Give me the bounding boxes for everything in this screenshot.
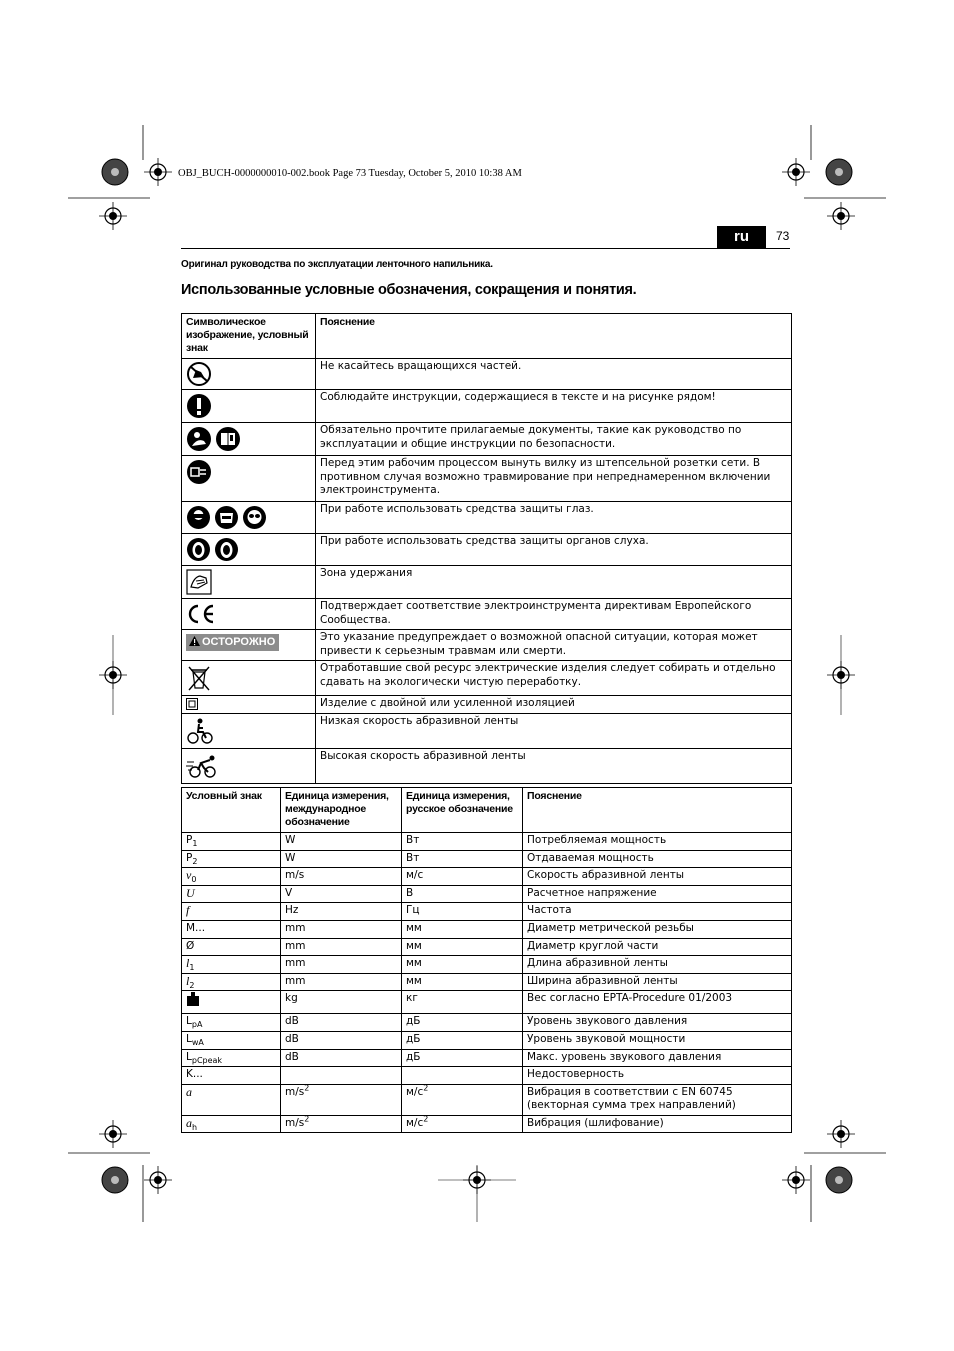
symbol-cell	[182, 661, 316, 696]
ru-unit-text: м/с	[406, 1085, 424, 1098]
explanation-cell: Диаметр круглой части	[523, 938, 792, 956]
symbol-cell	[182, 599, 316, 630]
slow-cyclist-icon	[186, 717, 214, 745]
symbol-cell	[182, 566, 316, 599]
symbol-cell	[182, 956, 281, 974]
ru-unit-text: м/с	[406, 869, 424, 882]
explanation-cell: Расчетное напряжение	[523, 885, 792, 903]
ru-unit-text: Гц	[406, 904, 420, 917]
ru-unit-text: кг	[406, 992, 418, 1005]
ru-unit-cell	[402, 1084, 523, 1115]
header-explanation: Пояснение	[523, 788, 792, 833]
eye-protection-icon	[186, 505, 211, 530]
table-row	[182, 1031, 792, 1049]
symbol-text: l	[186, 973, 190, 988]
explanation-cell: Изделие с двойной или усиленной изоляцией	[316, 696, 792, 714]
explanation-cell: Потребляемая мощность	[523, 833, 792, 851]
read-manual-icon	[186, 426, 212, 452]
symbol-cell	[182, 1084, 281, 1115]
ru-unit-cell	[402, 833, 523, 851]
intl-unit-cell	[281, 1049, 402, 1067]
symbol-text: v	[186, 868, 192, 883]
table-row	[182, 1115, 792, 1133]
print-header: OBJ_BUCH-0000000010-002.book Page 73 Tuesday, October 5, 2010 10:38 AM	[178, 168, 522, 179]
explanation-cell: Зона удержания	[316, 566, 792, 599]
ru-unit-text: мм	[406, 921, 422, 934]
symbol-subscript: 1	[189, 963, 195, 973]
ru-unit-text: В	[406, 886, 414, 899]
table-row	[182, 850, 792, 868]
ru-unit-text: мм	[406, 957, 422, 970]
manual-book-icon	[215, 426, 241, 452]
warning-badge	[186, 634, 279, 651]
explanation-cell: Ширина абразивной ленты	[523, 973, 792, 991]
intl-unit-text: dB	[285, 1050, 299, 1063]
explanation-cell: Отработавшие свой ресурс электрические изделия следует собирать и отдельно сдавать на экологически чистую переработку.	[316, 661, 792, 696]
language-badge: ru	[717, 226, 766, 248]
intl-unit-cell	[281, 956, 402, 974]
symbol-cell	[182, 534, 316, 566]
attention-icon	[186, 393, 212, 419]
warning-triangle-icon	[189, 636, 200, 646]
ear-muff-icon	[214, 537, 239, 562]
ru-unit-text: м/с	[406, 1116, 424, 1129]
explanation-cell: Длина абразивной ленты	[523, 956, 792, 974]
explanation-cell: Макс. уровень звукового давления	[523, 1049, 792, 1067]
symbol-cell	[182, 502, 316, 534]
intl-unit-text: W	[285, 851, 296, 864]
intl-unit-cell	[281, 850, 402, 868]
table-row	[182, 1084, 792, 1115]
double-insulation-icon	[186, 698, 198, 710]
ru-unit-cell	[402, 903, 523, 921]
intl-unit-cell	[281, 1067, 402, 1085]
symbol-subscript: wA	[191, 1038, 204, 1048]
intl-unit-text: mm	[285, 921, 306, 934]
ru-unit-cell	[402, 1014, 523, 1032]
ru-unit-cell	[402, 1067, 523, 1085]
symbol-text: L	[186, 1050, 192, 1063]
weight-icon	[186, 992, 200, 1006]
ear-protection-icon	[186, 537, 211, 562]
symbols-table-header	[182, 314, 792, 359]
explanation-cell: Диаметр метрической резьбы	[523, 920, 792, 938]
symbol-cell	[182, 1014, 281, 1032]
explanation-cell: При работе использовать средства защиты органов слуха.	[316, 534, 792, 566]
table-row	[182, 359, 792, 390]
symbol-text: a	[186, 1115, 192, 1130]
symbol-text: l	[186, 956, 190, 971]
explanation-cell: Соблюдайте инструкции, содержащиеся в тексте и на рисунке рядом!	[316, 390, 792, 423]
symbol-cell	[182, 749, 316, 784]
ru-unit-cell	[402, 850, 523, 868]
ru-unit-text: дБ	[406, 1032, 421, 1045]
table-row	[182, 714, 792, 749]
table-row	[182, 903, 792, 921]
goggles-icon	[242, 505, 267, 530]
intl-unit-text: m/s	[285, 869, 305, 882]
table-row	[182, 938, 792, 956]
intl-unit-cell	[281, 833, 402, 851]
symbol-cell	[182, 868, 281, 886]
weee-bin-icon	[186, 664, 212, 692]
ru-unit-text: мм	[406, 939, 422, 952]
intl-unit-cell	[281, 991, 402, 1014]
unit-superscript: 2	[304, 1114, 310, 1124]
table-row	[182, 1014, 792, 1032]
symbol-cell	[182, 423, 316, 456]
page-number: 73	[776, 229, 790, 243]
symbol-text: M...	[186, 921, 206, 934]
unplug-icon	[186, 459, 212, 485]
ru-unit-text: Вт	[406, 851, 420, 864]
explanation-cell: Обязательно прочтите прилагаемые документы, такие как руководство по эксплуатации и общие инструкции по безопасности.	[316, 423, 792, 456]
symbol-cell	[182, 991, 281, 1014]
intl-unit-text: mm	[285, 957, 306, 970]
explanation-cell: Высокая скорость абразивной ленты	[316, 749, 792, 784]
symbol-cell	[182, 696, 316, 714]
no-touch-rotating-icon	[186, 362, 212, 386]
ru-unit-cell	[402, 1031, 523, 1049]
table-row	[182, 534, 792, 566]
symbol-cell	[182, 973, 281, 991]
table-row	[182, 1049, 792, 1067]
intl-unit-cell	[281, 1084, 402, 1115]
table-row	[182, 390, 792, 423]
symbol-cell	[182, 1067, 281, 1085]
intl-unit-cell	[281, 938, 402, 956]
intl-unit-cell	[281, 885, 402, 903]
symbol-subscript: 2	[192, 856, 198, 866]
symbol-cell	[182, 456, 316, 502]
intl-unit-text: m/s	[285, 1085, 305, 1098]
table-row	[182, 991, 792, 1014]
table-row	[182, 868, 792, 886]
symbol-cell	[182, 903, 281, 921]
table-row	[182, 456, 792, 502]
ru-unit-cell	[402, 991, 523, 1014]
intl-unit-cell	[281, 868, 402, 886]
table-row	[182, 599, 792, 630]
symbol-subscript: 2	[189, 980, 195, 990]
header-explanation: Пояснение	[316, 314, 792, 359]
table-row	[182, 1067, 792, 1085]
explanation-cell: Скорость абразивной ленты	[523, 868, 792, 886]
explanation-cell: Уровень звуковой мощности	[523, 1031, 792, 1049]
table-row	[182, 956, 792, 974]
symbol-cell	[182, 1049, 281, 1067]
intl-unit-text: dB	[285, 1032, 299, 1045]
explanation-cell: Низкая скорость абразивной ленты	[316, 714, 792, 749]
section-heading: Использованные условные обозначения, сокращения и понятия.	[181, 282, 637, 298]
intl-unit-text: dB	[285, 1015, 299, 1028]
unit-superscript: 2	[423, 1114, 429, 1124]
warning-badge-label: ОСТОРОЖНО	[202, 636, 276, 648]
explanation-cell: Вибрация (шлифование)	[523, 1115, 792, 1133]
symbol-subscript: 1	[192, 839, 198, 849]
grip-zone-icon	[186, 569, 212, 595]
symbol-cell	[182, 938, 281, 956]
fast-cyclist-icon	[186, 752, 220, 780]
unit-superscript: 2	[423, 1083, 429, 1093]
symbol-cell	[182, 833, 281, 851]
intl-unit-cell	[281, 973, 402, 991]
symbol-cell	[182, 885, 281, 903]
table-row	[182, 973, 792, 991]
ru-unit-cell	[402, 973, 523, 991]
table-row	[182, 630, 792, 661]
intl-unit-cell	[281, 1031, 402, 1049]
symbol-cell	[182, 1031, 281, 1049]
intl-unit-cell	[281, 1014, 402, 1032]
ru-unit-text: Вт	[406, 834, 420, 846]
intl-unit-text: W	[285, 834, 296, 846]
symbol-cell	[182, 920, 281, 938]
face-shield-icon	[214, 505, 239, 530]
explanation-cell: Отдаваемая мощность	[523, 850, 792, 868]
symbol-text: f	[186, 903, 190, 918]
intl-unit-text: mm	[285, 974, 306, 987]
explanation-cell: Не касайтесь вращающихся частей.	[316, 359, 792, 390]
header-ru-unit: Единица измерения, русское обозначение	[402, 788, 523, 833]
explanation-cell: При работе использовать средства защиты глаз.	[316, 502, 792, 534]
table-row	[182, 749, 792, 784]
symbol-cell	[182, 1115, 281, 1133]
symbols-table	[181, 313, 792, 784]
symbol-subscript: pCpeak	[191, 1055, 223, 1065]
document-subtitle: Оригинал руководства по эксплуатации ленточного напильника.	[181, 259, 493, 270]
header-symbol: Условный знак	[182, 788, 281, 833]
explanation-cell: Частота	[523, 903, 792, 921]
units-table	[181, 787, 792, 1133]
units-table-body	[182, 833, 792, 1133]
table-row	[182, 885, 792, 903]
unit-superscript: 2	[304, 1083, 310, 1093]
ru-unit-text: мм	[406, 974, 422, 987]
intl-unit-cell	[281, 903, 402, 921]
symbol-text: a	[186, 1084, 192, 1099]
symbol-cell	[182, 390, 316, 423]
ru-unit-text: дБ	[406, 1015, 421, 1028]
intl-unit-text: V	[285, 886, 293, 899]
table-row	[182, 661, 792, 696]
explanation-cell: Это указание предупреждает о возможной опасной ситуации, которая может привести к серьезным травмам или смерти.	[316, 630, 792, 661]
symbol-text: L	[186, 1015, 192, 1028]
explanation-cell: Перед этим рабочим процессом вынуть вилку из штепсельной розетки сети. В противном случая возможно травмирование при непреднамеренном включении электроинструмента.	[316, 456, 792, 502]
explanation-cell: Недостоверность	[523, 1067, 792, 1085]
intl-unit-cell	[281, 1115, 402, 1133]
explanation-cell: Уровень звукового давления	[523, 1014, 792, 1032]
intl-unit-text: m/s	[285, 1116, 305, 1129]
symbol-subscript: 0	[191, 875, 197, 885]
table-row	[182, 920, 792, 938]
ru-unit-cell	[402, 1049, 523, 1067]
symbol-cell	[182, 630, 316, 661]
intl-unit-text: kg	[285, 992, 298, 1005]
symbol-cell	[182, 850, 281, 868]
symbol-cell	[182, 714, 316, 749]
ru-unit-cell	[402, 885, 523, 903]
ru-unit-cell	[402, 920, 523, 938]
ru-unit-text: дБ	[406, 1050, 421, 1063]
units-table-header	[182, 788, 792, 833]
ce-mark-icon	[186, 602, 216, 626]
symbol-text: P	[186, 851, 193, 864]
header-intl-unit: Единица измерения, международное обозначение	[281, 788, 402, 833]
symbol-text: Ø	[186, 939, 195, 952]
symbol-text: U	[186, 885, 195, 900]
intl-unit-text: Hz	[285, 904, 299, 917]
explanation-cell: Вес согласно EPTA-Procedure 01/2003	[523, 991, 792, 1014]
symbol-cell	[182, 359, 316, 390]
intl-unit-cell	[281, 920, 402, 938]
header-symbol: Символическое изображение, условный знак	[182, 314, 316, 359]
symbol-subscript: pA	[191, 1020, 203, 1030]
table-row	[182, 696, 792, 714]
table-row	[182, 423, 792, 456]
ru-unit-cell	[402, 956, 523, 974]
table-row	[182, 833, 792, 851]
symbol-text: P	[186, 834, 193, 846]
ru-unit-cell	[402, 1115, 523, 1133]
symbol-text: L	[186, 1032, 192, 1045]
intl-unit-text: mm	[285, 939, 306, 952]
symbol-subscript: h	[192, 1122, 198, 1132]
symbol-text: K...	[186, 1068, 203, 1081]
explanation-cell: Вибрация в соответствии с EN 60745 (векторная сумма трех направлений)	[523, 1084, 792, 1115]
ru-unit-cell	[402, 868, 523, 886]
ru-unit-cell	[402, 938, 523, 956]
table-row	[182, 502, 792, 534]
table-row	[182, 566, 792, 599]
explanation-cell: Подтверждает соответствие электроинструмента директивам Европейского Сообщества.	[316, 599, 792, 630]
